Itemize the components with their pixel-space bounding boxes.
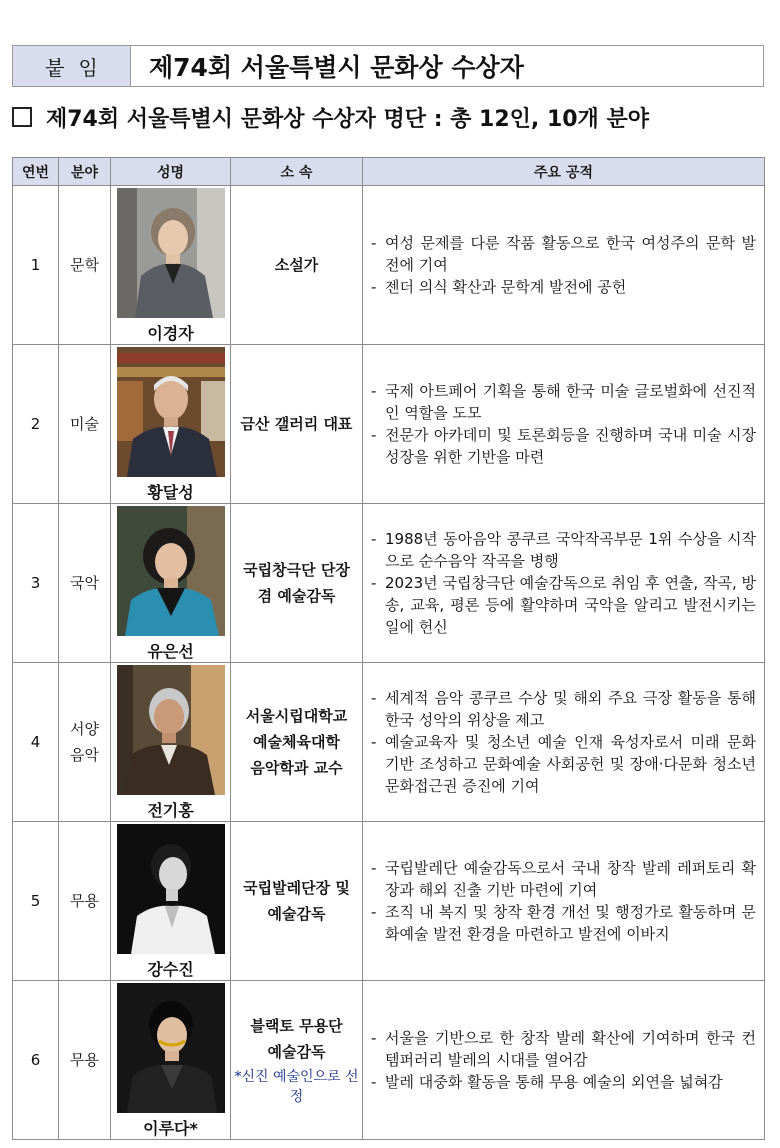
table-row: [13, 504, 765, 663]
checkbox-icon: [12, 107, 32, 127]
row-number: 6: [13, 981, 59, 1140]
table-row: [13, 345, 765, 504]
portrait-photo: [117, 665, 225, 795]
table-row: [13, 186, 765, 345]
portrait-photo: [117, 347, 225, 477]
row-number: 3: [13, 504, 59, 663]
row-achievements: [363, 981, 765, 1140]
row-affiliation: [231, 345, 363, 504]
portrait-cell: [111, 663, 231, 822]
row-achievements: [363, 504, 765, 663]
awardee-table: [12, 157, 765, 1140]
row-field: [59, 186, 111, 345]
achievement-item: - 전문가 아카데미 및 토론회등을 진행하며 국내 미술 시장 성장을 위한 기반을 마련: [371, 424, 756, 468]
achievement-item: - 2023년 국립창극단 예술감독으로 취임 후 연출, 작곡, 방송, 교육, 평론 등에 활약하며 국악을 알리고 발전시키는 일에 헌신: [371, 572, 756, 638]
affiliation-line: 금산 갤러리 대표: [240, 415, 353, 433]
awardee-name: 강수진: [147, 960, 194, 979]
affiliation-line: 국립발레단장 및: [243, 879, 350, 897]
achievement-item: - 여성 문제를 다룬 작품 활동으로 한국 여성주의 문학 발전에 기여: [371, 232, 756, 276]
row-affiliation: [231, 663, 363, 822]
field-label: 무용: [70, 1051, 99, 1069]
column-header-achievements: 주요 공적: [363, 158, 765, 186]
section-heading-text: 제74회 서울특별시 문화상 수상자 명단 : 총 12인, 10개 분야: [46, 106, 649, 132]
awardee-name: 황달성: [147, 483, 194, 502]
column-header-no: 연번: [13, 158, 59, 186]
achievement-item: - 국립발레단 예술감독으로서 국내 창작 발레 레퍼토리 확장과 해외 진출 기반 마련에 기여: [371, 857, 756, 901]
row-achievements: [363, 663, 765, 822]
page-title: 제74회 서울특별시 문화상 수상자: [149, 53, 524, 82]
field-label: 국악: [70, 574, 99, 592]
affiliation-line: 예술체육대학: [253, 733, 340, 751]
awardee-name: 유은선: [147, 642, 194, 661]
column-header-affiliation: 소 속: [231, 158, 363, 186]
field-label: 문학: [70, 256, 99, 274]
portrait-photo: [117, 824, 225, 954]
column-header-name: 성명: [111, 158, 231, 186]
achievement-item: - 국제 아트페어 기획을 통해 한국 미술 글로벌화에 선진적인 역할을 도모: [371, 380, 756, 424]
portrait-cell: [111, 822, 231, 981]
row-field: [59, 504, 111, 663]
achievement-item: - 1988년 동아음악 콩쿠르 국악작곡부문 1위 수상을 시작으로 순수음악 작곡을 병행: [371, 528, 756, 572]
row-field: [59, 822, 111, 981]
header-bar: [12, 45, 764, 87]
awardee-name: 전기홍: [147, 801, 194, 820]
column-header-field: 분야: [59, 158, 111, 186]
portrait-photo: [117, 506, 225, 636]
row-achievements: [363, 345, 765, 504]
affiliation-line: 예술감독: [267, 1043, 326, 1061]
portrait-cell: [111, 981, 231, 1140]
row-affiliation: [231, 504, 363, 663]
field-label: 무용: [70, 892, 99, 910]
portrait-photo: [117, 188, 225, 318]
affiliation-line: 예술감독: [267, 905, 326, 923]
awardee-name: 이경자: [147, 324, 194, 343]
awardee-name: 이루다*: [143, 1119, 198, 1138]
portrait-photo: [117, 983, 225, 1113]
table-row: [13, 663, 765, 822]
table-row: [13, 822, 765, 981]
affiliation-line: 소설가: [274, 256, 319, 274]
achievement-item: - 조직 내 복지 및 창작 환경 개선 및 행정가로 활동하며 문화예술 발전 환경을 마련하고 발전에 이바지: [371, 901, 756, 945]
affiliation-line: 서울시립대학교: [245, 707, 348, 725]
row-number: 1: [13, 186, 59, 345]
row-achievements: [363, 186, 765, 345]
affiliation-line: 국립창극단 단장: [243, 561, 350, 579]
achievement-item: - 발레 대중화 활동을 통해 무용 예술의 외연을 넓혀감: [371, 1071, 756, 1093]
row-affiliation: [231, 186, 363, 345]
section-heading: [12, 100, 649, 134]
achievement-item: - 세계적 음악 콩쿠르 수상 및 해외 주요 극장 활동을 통해 한국 성악의 위상을 제고: [371, 687, 756, 731]
affiliation-line: 겸 예술감독: [257, 587, 336, 605]
attachment-label: 붙임: [13, 46, 131, 86]
table-header-row: [13, 158, 765, 186]
row-affiliation: [231, 822, 363, 981]
row-field: [59, 345, 111, 504]
affiliation-line: 음악학과 교수: [250, 759, 343, 777]
row-number: 4: [13, 663, 59, 822]
table-row: [13, 981, 765, 1140]
field-label: 미술: [70, 415, 99, 433]
row-number: 2: [13, 345, 59, 504]
row-field: [59, 981, 111, 1140]
achievement-item: - 서울을 기반으로 한 창작 발레 확산에 기여하며 한국 컨템퍼러리 발레의 시대를 열어감: [371, 1027, 756, 1071]
portrait-cell: [111, 504, 231, 663]
row-affiliation: [231, 981, 363, 1140]
rookie-note: *신진 예술인으로 선정: [234, 1069, 359, 1105]
field-label: 서양: [70, 720, 99, 738]
field-label: 음악: [70, 746, 99, 764]
row-field: [59, 663, 111, 822]
row-number: 5: [13, 822, 59, 981]
affiliation-line: 블랙토 무용단: [250, 1017, 343, 1035]
achievement-item: - 예술교육자 및 청소년 예술 인재 육성자로서 미래 문화 기반 조성하고 문화예술 사회공헌 및 장애·다문화 청소년 문화접근권 증진에 기여: [371, 731, 756, 797]
achievement-item: - 젠더 의식 확산과 문학계 발전에 공헌: [371, 276, 756, 298]
portrait-cell: [111, 345, 231, 504]
row-achievements: [363, 822, 765, 981]
portrait-cell: [111, 186, 231, 345]
